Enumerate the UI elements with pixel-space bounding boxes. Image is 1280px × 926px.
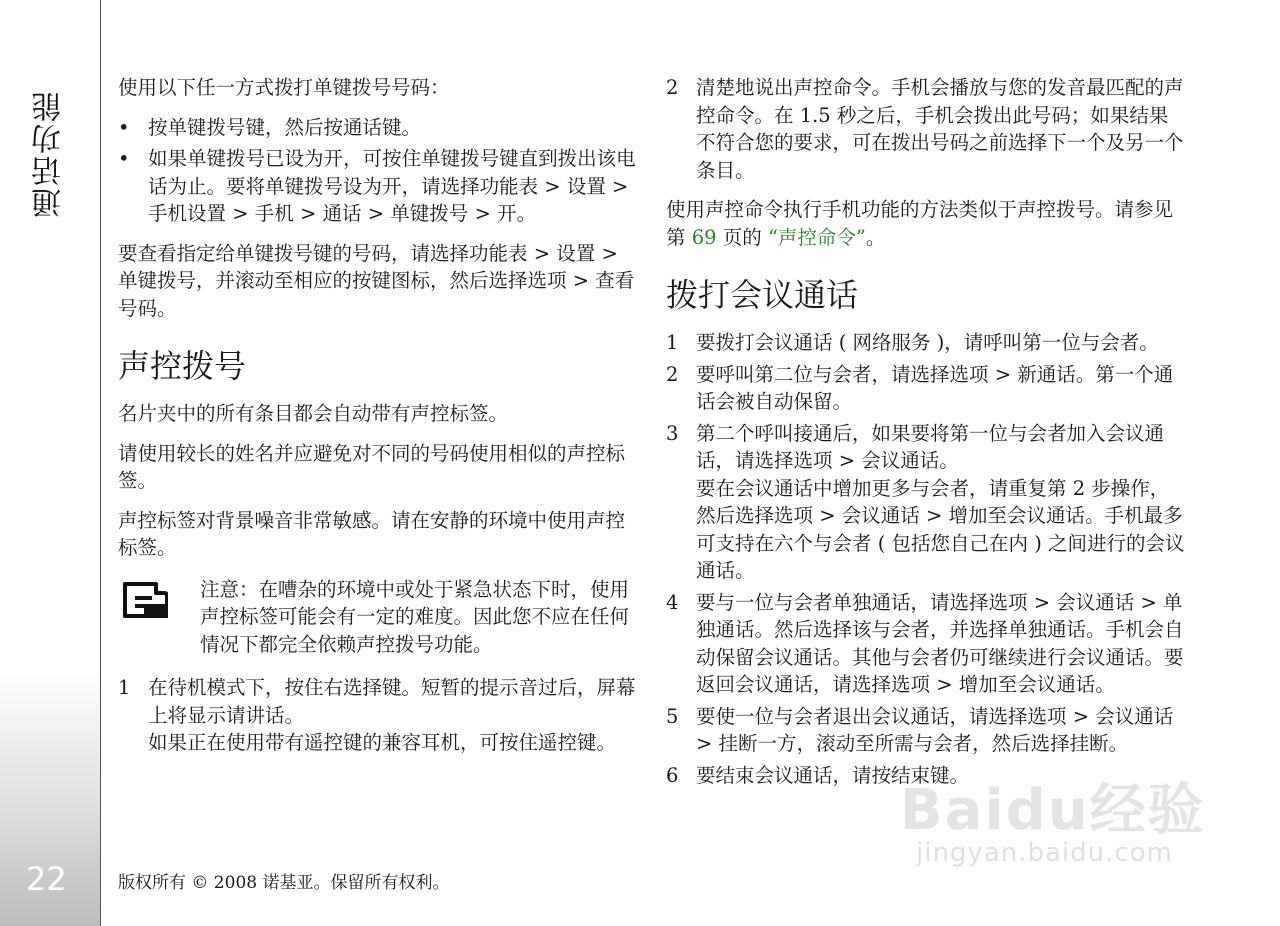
menu-term: 设置: [556, 241, 596, 265]
text-run: ，并滚动至相应的按键图标，然后选择: [196, 269, 528, 292]
menu-term: 选项: [949, 362, 989, 386]
bullet-text: [148, 116, 421, 139]
step-text: [696, 363, 1173, 414]
menu-term: 开: [323, 147, 344, 170]
note-text: [200, 578, 629, 656]
menu-term: 挂断: [1069, 732, 1109, 755]
text-run: >: [293, 202, 323, 225]
text-run: 。: [1108, 732, 1129, 755]
step-text: [696, 422, 1164, 473]
step-extra-text: 如果正在使用带有遥控键的兼容耳机，可按住遥控键。: [148, 731, 617, 754]
chapter-title: 通话功能: [32, 90, 67, 218]
bullet-item: [118, 145, 638, 228]
step-number: 1: [118, 676, 131, 699]
text-run: ，滚动至所需与会者，然后选择: [796, 732, 1070, 755]
bullet-item: [118, 114, 638, 142]
menu-term: 会议通话: [841, 504, 920, 527]
note-hand-icon: [122, 580, 168, 620]
step-item: [666, 74, 1186, 184]
menu-term: 开: [497, 202, 517, 225]
menu-term: 会议通话: [861, 449, 940, 472]
text-run: >: [361, 202, 391, 225]
note-block: [118, 576, 638, 659]
menu-term: 新通话: [1017, 362, 1076, 386]
menu-term: 下一个: [1047, 131, 1106, 154]
step-text: [148, 676, 636, 727]
text-run: >: [538, 174, 567, 198]
step-number: 5: [666, 704, 679, 728]
menu-term: 单键拨号: [187, 147, 266, 170]
intro-text: 使用以下任一方式拨打单键拨号号码：: [118, 76, 450, 99]
text-run: 如果: [148, 147, 188, 170]
menu-term: 增加至会议通话: [948, 504, 1086, 527]
step-item: [666, 361, 1186, 416]
menu-term: 单独通话: [696, 590, 1183, 641]
menu-term: 注意：: [200, 577, 259, 601]
text-run: >: [1134, 590, 1164, 614]
step-number: 1: [666, 331, 679, 354]
reference-link[interactable]: “声控命令”: [767, 225, 866, 249]
baidu-watermark: [890, 766, 1220, 876]
watermark-logo-text: Baidu经验: [900, 778, 1206, 843]
reference-link[interactable]: 69: [691, 225, 717, 249]
text-run: 使用声控命令执行手机功能的方法类似于声控拨号。请参见第: [666, 198, 1174, 249]
text-run: >: [988, 362, 1018, 386]
view-number-text: [118, 240, 638, 323]
menu-term: 开: [382, 174, 402, 198]
text-run: 。: [939, 449, 959, 472]
step-number: 4: [666, 590, 679, 614]
text-run: 在嘈杂的环境中或处于紧急状态下时，使用声控标签可能会有一定的难度。因此您不应在任何情况下都完全依赖声控拨号功能。: [200, 577, 630, 656]
text-run: >: [566, 269, 596, 292]
menu-term: 单独通话: [1008, 618, 1087, 641]
text-run: >: [527, 241, 557, 265]
copyright-footer: 版权所有 © 2008 诺基亚。保留所有权利。: [118, 873, 450, 893]
menu-term: 会议通话: [1056, 590, 1135, 614]
text-run: 第二个呼叫接通后，如果要将第一位与会者加入会议通话，请选择: [696, 421, 1165, 472]
menu-term: 请讲话: [226, 703, 285, 727]
page-number: 22: [26, 860, 67, 898]
step-number: 3: [666, 421, 679, 445]
text-run: 设为: [343, 174, 383, 198]
menu-term: 会议通话: [1095, 704, 1174, 728]
menu-term: 挂断一方: [718, 732, 797, 755]
step-text: [696, 76, 1184, 182]
text-run: 。手机会自动保留会议通话。其他与会者仍可继续进行会议通话。要返回会议通话，请选择: [696, 618, 1184, 696]
text-run: >: [832, 449, 862, 472]
menu-term: 查看号码: [118, 269, 635, 320]
text-run: 要拨打会议通话 ( 网络服务 )，请呼叫第一位与会者。: [696, 331, 1159, 354]
step-item: [666, 589, 1186, 699]
menu-term: 单键拨号: [265, 174, 344, 198]
menu-term: 选项: [774, 504, 814, 527]
step-text: [696, 591, 1184, 697]
text-run: 中的所有条目都会自动带有声控标签。: [176, 402, 509, 425]
menu-term: 选项: [1027, 704, 1067, 728]
menu-term: 选项: [527, 269, 567, 292]
text-run: >: [226, 202, 255, 225]
text-run: >: [595, 241, 618, 265]
step-text: [696, 705, 1173, 756]
text-run: ，请选择: [401, 174, 480, 198]
left-column: [118, 74, 638, 761]
conference-call-heading: 拨打会议通话: [666, 276, 859, 314]
text-run: 已设为: [265, 147, 324, 170]
text-run: >: [919, 504, 949, 527]
step-item: [666, 420, 1186, 585]
voice-dial-steps-cont: [666, 74, 1186, 184]
menu-term: 选项: [988, 590, 1028, 614]
text-run: 要使一位与会者退出会议通话，请选择: [696, 704, 1028, 728]
text-run: 及另一个条目。: [696, 131, 1184, 182]
step-text: [696, 331, 1159, 354]
menu-term: 设置: [566, 174, 606, 198]
menu-term: 选项: [793, 449, 833, 472]
menu-term: 增加至会议通话: [958, 673, 1096, 696]
menu-term: 功能表: [479, 174, 539, 198]
step-item: [666, 703, 1186, 758]
text-run: 要在会议通话中增加更多与会者，请重复第 2 步操作，然后选择: [696, 476, 1170, 527]
step-number: 6: [666, 763, 679, 787]
text-run: >: [813, 504, 842, 527]
text-run: >: [1066, 704, 1096, 728]
menu-term: 手机: [254, 202, 294, 225]
menu-term: 名片夹: [118, 402, 177, 425]
step-number: 2: [666, 362, 679, 386]
menu-term: 功能表: [469, 241, 528, 265]
text-run: 要结束会议通话，请按结束键。: [696, 763, 970, 787]
voice-dial-heading: 声控拨号: [118, 347, 247, 385]
bullet-text: [148, 147, 636, 225]
step-extra-text: [696, 477, 1185, 583]
text-run: 页的: [716, 225, 768, 249]
text-run: 。: [284, 703, 305, 727]
menu-term: 手机设置: [148, 202, 227, 225]
text-run: 。: [516, 202, 537, 225]
text-run: 清楚地说出声控命令。手机会播放与您的发音最匹配的声控命令。在 1.5 秒之后，手机会拨出此号码；如果结果不符合您的要求，可在拨出号码之前选择: [696, 76, 1184, 154]
right-column: [666, 74, 1186, 793]
text-run: >: [1027, 590, 1057, 614]
step-item: [118, 674, 638, 757]
text-run: 。: [157, 296, 177, 320]
step-item: [666, 329, 1186, 357]
voice-command-ref-text: [666, 196, 1186, 251]
step-number: 2: [666, 76, 679, 99]
text-run: >: [930, 673, 959, 696]
speed-dial-bullets: [118, 114, 638, 228]
text-run: 。第一个通话会被自动保留。: [696, 362, 1174, 413]
conference-call-steps: [666, 329, 1186, 789]
text-run: 要查看指定给单键拨号键的号码，请选择: [118, 241, 470, 265]
menu-term: 选项: [891, 673, 931, 696]
text-run: 。: [1095, 673, 1115, 696]
page-sidebar: [0, 0, 101, 926]
voice-tag-text-2: 请使用较长的姓名并应避免对不同的号码使用相似的声控标签。: [118, 441, 626, 492]
text-run: >: [696, 732, 719, 755]
menu-term: 单键拨号: [390, 202, 469, 225]
text-run: 要呼叫第二位与会者，请选择: [696, 362, 950, 386]
text-run: 要与一位与会者单独通话，请选择: [696, 590, 989, 614]
text-run: 。手机最多可支持在六个与会者 ( 包括您自己在内 ) 之间进行的会议通话。: [696, 504, 1185, 582]
text-run: 。: [865, 225, 886, 249]
text-run: >: [468, 202, 498, 225]
voice-tag-text-1: [118, 400, 638, 428]
text-run: 。然后选择该与会者，并选择: [754, 618, 1009, 641]
voice-tag-text-3: 声控标签对背景噪音非常敏感。请在安静的环境中使用声控标签。: [118, 508, 626, 559]
watermark-url-text: jingyan.baidu.com: [916, 838, 1173, 868]
text-run: 按单键拨号键，然后按通话键。: [148, 115, 422, 139]
text-run: >: [605, 174, 629, 198]
text-run: 在待机模式下，按住右选择键。短暂的提示音过后，屏幕上将显示: [148, 676, 636, 727]
menu-term: 单键拨号: [118, 269, 197, 292]
voice-dial-steps: [118, 674, 638, 757]
menu-term: 通话: [322, 202, 362, 225]
text-run: ，可按住单键拨号键直到拨出该电话为止。要将: [148, 147, 636, 198]
